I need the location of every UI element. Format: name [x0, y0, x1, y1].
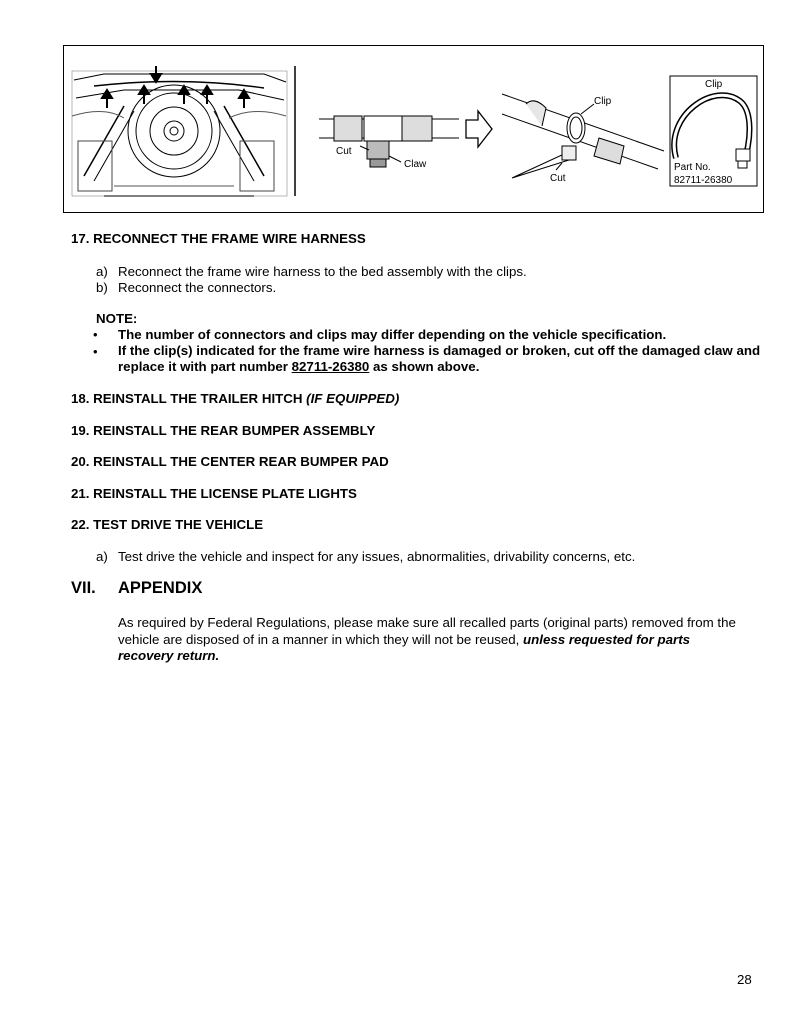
note-item-2-text: If the clip(s) indicated for the frame wire harness is damaged or broken, cut off the damaged claw and replace it with part number — [118, 343, 761, 374]
step-17-title: 17. RECONNECT THE FRAME WIRE HARNESS — [71, 231, 366, 246]
step-17a-letter: a) — [96, 264, 108, 279]
step-22a-text: Test drive the vehicle and inspect for any issues, abnormalities, drivability concerns, etc. — [118, 549, 636, 564]
step-17b-text: Reconnect the connectors. — [118, 280, 277, 295]
step-17b-letter: b) — [96, 280, 108, 295]
instruction-figure — [63, 45, 764, 213]
appendix-emphasis: unless requested for parts recovery return. — [118, 631, 691, 663]
claw-label: Claw — [404, 159, 427, 170]
cut-label-left: Cut — [336, 146, 352, 157]
note-item-2-end: as shown above. — [369, 359, 480, 374]
appendix-text — [118, 615, 748, 665]
step-17a-text: Reconnect the frame wire harness to the bed assembly with the clips. — [118, 264, 527, 279]
step-18-title-text: 18. REINSTALL THE TRAILER HITCH — [71, 391, 307, 406]
note-item-2 — [118, 343, 768, 375]
appendix-number: VII. — [71, 579, 96, 597]
page-number: 28 — [737, 972, 752, 987]
step-22-title: 22. TEST DRIVE THE VEHICLE — [71, 517, 264, 532]
part-no-label: Part No. — [674, 162, 711, 173]
step-22a-letter: a) — [96, 549, 108, 564]
vehicle-underside-drawing — [72, 71, 287, 196]
appendix-body: As required by Federal Regulations, please make sure all recalled parts (original parts) removed from the vehicle are disposed of in a manner in which they will not be reused, — [118, 615, 736, 647]
clip-label-mid: Clip — [594, 96, 612, 107]
part-no-value: 82711-26380 — [674, 175, 733, 186]
note-bullet-2: • — [93, 344, 98, 359]
clip-location-arrows — [102, 66, 249, 108]
step-21-title: 21. REINSTALL THE LICENSE PLATE LIGHTS — [71, 486, 357, 501]
step-20-title: 20. REINSTALL THE CENTER REAR BUMPER PAD — [71, 454, 389, 469]
step-18-title — [71, 391, 399, 406]
figure-illustration — [64, 46, 765, 214]
appendix-title: APPENDIX — [118, 579, 203, 597]
harness-clip-drawing — [502, 94, 664, 178]
harness-claw-drawing — [319, 116, 459, 167]
note-bullet-1: • — [93, 327, 98, 342]
note-item-1: The number of connectors and clips may differ depending on the vehicle specification. — [118, 327, 667, 342]
cut-label-right: Cut — [550, 173, 566, 184]
process-arrow-icon — [466, 111, 492, 147]
inset-title: Clip — [705, 79, 723, 90]
step-19-title: 19. REINSTALL THE REAR BUMPER ASSEMBLY — [71, 423, 376, 438]
note-label: NOTE: — [96, 311, 138, 326]
part-number-link-text: 82711-26380 — [291, 359, 370, 374]
step-18-title-italic: (IF EQUIPPED) — [306, 391, 400, 406]
